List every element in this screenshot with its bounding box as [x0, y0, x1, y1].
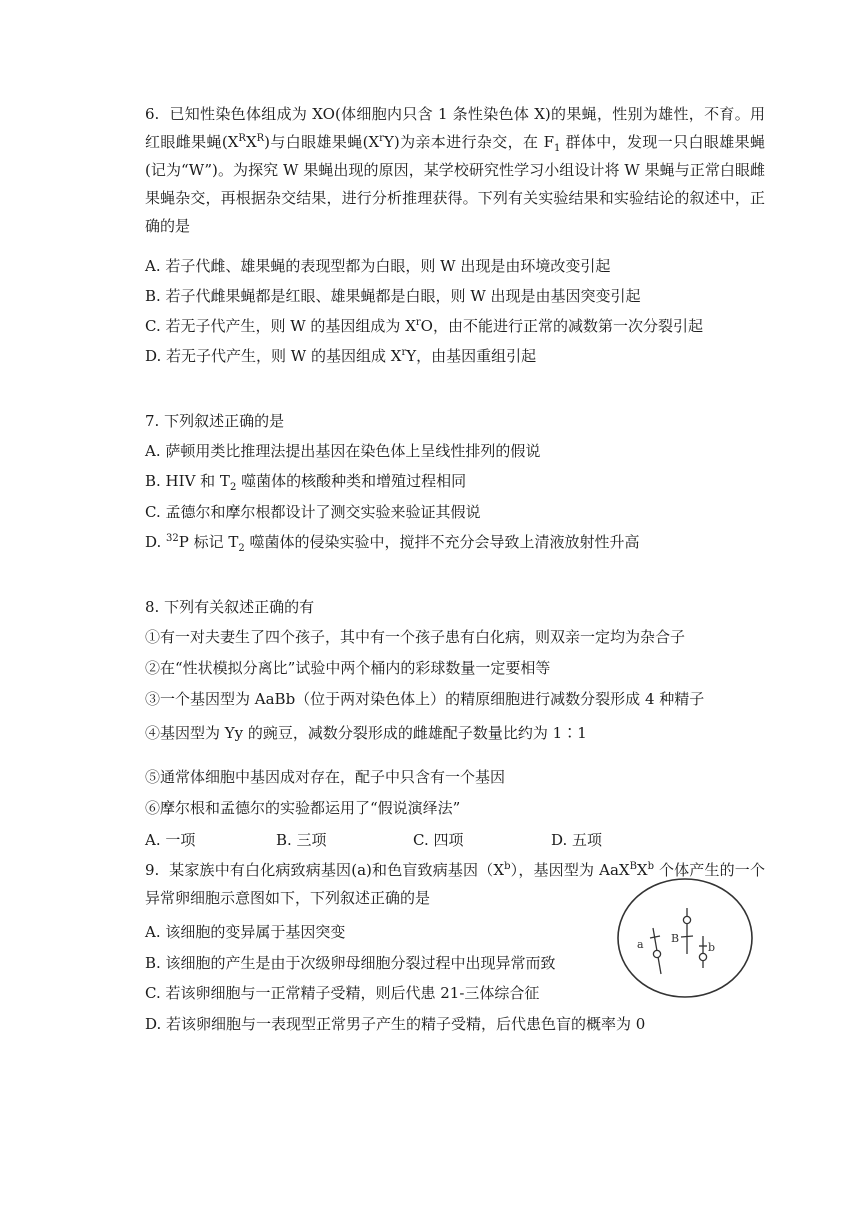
question-6-stem	[145, 100, 765, 240]
question-9-text: 9. 某家族中有白化病致病基因(a)和色盲致病基因$(X^b)$，基因型为 $AaX^BX^b$ 个体产生的一个异常卵细胞示意图如下，下列叙述正确的是	[145, 861, 765, 907]
q7-option-b: B. HIV 和 $T_2$ 噬菌体的核酸种类和增殖过程相同	[145, 472, 467, 493]
chromosome-B	[681, 908, 693, 954]
question-7-stem: 7. 下列叙述正确的是	[145, 412, 285, 430]
q6-option-b: B. 若子代雌果蝇都是红眼、雄果蝇都是白眼，则 W 出现是由基因突变引起	[145, 287, 641, 305]
q9-option-a: A. 该细胞的变异属于基因突变	[145, 923, 346, 941]
q8-statement-4: ④基因型为 Yy 的豌豆，减数分裂形成的雌雄配子数量比约为 1∶1	[145, 724, 587, 742]
gene-label-a: a	[637, 938, 644, 951]
question-6-text: 6. 已知性染色体组成为 XO(体细胞内只含 1 条性染色体 X)的果蝇，性别为雄性，不育。用红眼雌果蝇$(X^RX^R)$与白眼雄果蝇$(X^rY)$为亲本进行杂交，在 $F_1$ 群体中，发现一只白眼雄果蝇(记为“W”)。为探究 W 果蝇出现的原因，某学校研究性学习小组设计将 W 果蝇与正常白眼雌果蝇杂交，再根据杂交结果，进行分析推理获得。下列有关实验结果和实验结论的叙述中，正确的是	[145, 105, 765, 235]
gene-label-b: b	[708, 941, 716, 954]
q8-statement-3: ③一个基因型为 AaBb（位于两对染色体上）的精原细胞进行减数分裂形成 4 种精子	[145, 690, 705, 708]
chromosome-b	[699, 936, 707, 968]
q8-statement-1: ①有一对夫妻生了四个孩子，其中有一个孩子患有白化病，则双亲一定均为杂合子	[145, 628, 686, 646]
q7-option-c: C. 孟德尔和摩尔根都设计了测交实验来验证其假说	[145, 503, 481, 521]
q8-statement-2: ②在“性状模拟分离比”试验中两个桶内的彩球数量一定要相等	[145, 659, 551, 677]
q8-option-d: D. 五项	[551, 831, 603, 849]
q9-option-b: B. 该细胞的产生是由于次级卵母细胞分裂过程中出现异常而致	[145, 954, 556, 972]
gene-label-B: B	[671, 932, 680, 945]
q9-option-c: C. 若该卵细胞与一正常精子受精，则后代患 21-三体综合征	[145, 984, 540, 1002]
q7-option-a: A. 萨顿用类比推理法提出基因在染色体上呈线性排列的假说	[145, 442, 541, 460]
q8-option-c: C. 四项	[413, 831, 464, 849]
q8-option-a: A. 一项	[145, 831, 196, 849]
q9-option-d: D. 若该卵细胞与一表现型正常男子产生的精子受精，后代患色盲的概率为 0	[145, 1015, 646, 1033]
egg-cell-diagram	[615, 876, 755, 1000]
q8-option-b: B. 三项	[276, 831, 327, 849]
q8-statement-6: ⑥摩尔根和孟德尔的实验都运用了“假说演绎法”	[145, 799, 461, 817]
q6-option-d: D. 若无子代产生，则 W 的基因组成 $X^rY$，由基因重组引起	[145, 347, 537, 365]
q8-statement-5: ⑤通常体细胞中基因成对存在，配子中只含有一个基因	[145, 768, 506, 786]
chromosome-a	[650, 928, 661, 974]
q7-option-d: D. $^{32}$P 标记 $T_2$ 噬菌体的侵染实验中，搅拌不充分会导致上清液放射性升高	[145, 533, 640, 554]
question-8-stem: 8. 下列有关叙述正确的有	[145, 598, 315, 616]
q6-option-a: A. 若子代雌、雄果蝇的表现型都为白眼，则 W 出现是由环境改变引起	[145, 257, 611, 275]
q6-option-c: C. 若无子代产生，则 W 的基因组成为 $X^rO$，由不能进行正常的减数第一次分裂引起	[145, 317, 703, 335]
